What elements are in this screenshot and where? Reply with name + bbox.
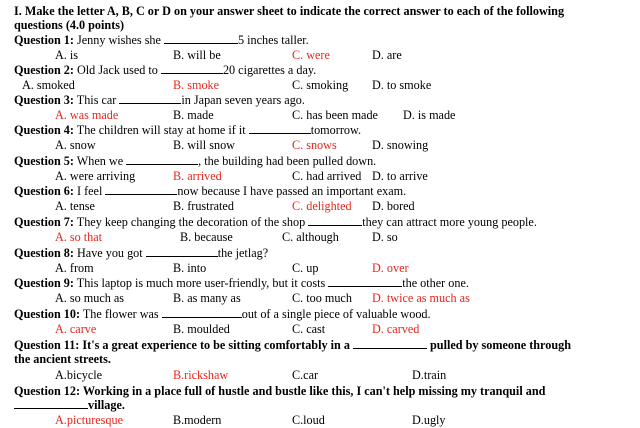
option-b: B. will snow: [173, 138, 235, 152]
question-text: , the building had been pulled down.: [198, 154, 377, 168]
answer-blank: [162, 307, 242, 318]
answer-blank: [353, 338, 427, 349]
question-label: Question 6:: [14, 184, 74, 198]
instruction-line-1: I. Make the letter A, B, C or D on your answer sheet to indicate the correct answer to each of the following: [14, 4, 565, 18]
option-d: D. is made: [403, 108, 456, 122]
question-text: 5 inches taller.: [237, 33, 309, 47]
option-a: A. carve: [55, 322, 97, 336]
option-d: D.ugly: [412, 413, 446, 427]
question-text: The children will stay at home if it: [76, 123, 246, 137]
question-text: Old Jack used to: [76, 63, 158, 77]
question-label: Question 12:: [14, 384, 81, 398]
question-text: now because I have passed an important exam.: [177, 184, 407, 198]
question-text: out of a single piece of valuable wood.: [241, 307, 431, 321]
question-11: [14, 338, 571, 352]
question-label: Question 10:: [14, 307, 81, 321]
answer-blank: [249, 123, 311, 134]
question-text: When we: [76, 154, 124, 168]
question-text: They keep changing the decoration of the shop: [76, 215, 306, 229]
question-text: This car: [76, 93, 117, 107]
question-text: It's a great experience to be sitting comfortably in a: [82, 338, 350, 352]
option-c: C. delighted: [292, 199, 352, 213]
question-label: Question 9:: [14, 276, 74, 290]
option-b: B. because: [180, 230, 233, 244]
option-d: D. to smoke: [372, 78, 432, 92]
option-a: A.bicycle: [55, 368, 103, 382]
question-label: Question 3:: [14, 93, 74, 107]
option-d: D. over: [372, 261, 409, 275]
question-2: [14, 63, 316, 77]
question-label: Question 7:: [14, 215, 74, 229]
option-a: A.picturesque: [55, 413, 124, 427]
option-a: A. from: [55, 261, 94, 275]
question-12: [14, 384, 545, 398]
option-b: B.rickshaw: [173, 368, 229, 382]
question-label: Question 4:: [14, 123, 74, 137]
option-b: B. frustrated: [173, 199, 234, 213]
question-text: they can attract more young people.: [362, 215, 537, 229]
question-label: Question 11:: [14, 338, 80, 352]
option-b: B. made: [173, 108, 214, 122]
question-text: The flower was: [82, 307, 159, 321]
option-a: A. smoked: [22, 78, 75, 92]
option-b: B. into: [173, 261, 207, 275]
option-d: D. to arrive: [372, 169, 428, 183]
option-b: B. arrived: [173, 169, 222, 183]
question-text: 20 cigarettes a day.: [222, 63, 317, 77]
option-b: B. will be: [173, 48, 221, 62]
question-label: Question 8:: [14, 246, 74, 260]
question-text: in Japan seven years ago.: [181, 93, 305, 107]
question-11-continuation: the ancient streets.: [14, 352, 111, 366]
option-a: A. tense: [55, 199, 95, 213]
option-d: D. twice as much as: [372, 291, 470, 305]
question-text: Working in a place full of hustle and bustle like this, I can't help missing my tranquil and: [82, 384, 546, 398]
option-b: B.modern: [173, 413, 222, 427]
answer-blank: [161, 63, 223, 74]
option-d: D.train: [412, 368, 447, 382]
option-c: C. up: [292, 261, 319, 275]
option-c: C. snows: [292, 138, 337, 152]
question-label: Question 1:: [14, 33, 74, 47]
option-d: D. so: [372, 230, 398, 244]
question-text: the jetlag?: [217, 246, 269, 260]
option-c: C. were: [292, 48, 330, 62]
option-c: C. too much: [292, 291, 352, 305]
option-c: C. cast: [292, 322, 326, 336]
answer-blank: [308, 215, 362, 226]
option-d: D. carved: [372, 322, 420, 336]
option-d: D. bored: [372, 199, 415, 213]
answer-blank: [126, 154, 198, 165]
option-a: A. was made: [55, 108, 119, 122]
question-6: [14, 184, 406, 198]
question-text: the other one.: [402, 276, 469, 290]
option-b: B. moulded: [173, 322, 230, 336]
option-b: B. smoke: [173, 78, 220, 92]
option-c: C. smoking: [292, 78, 349, 92]
question-label: Question 5:: [14, 154, 74, 168]
option-c: C. although: [282, 230, 339, 244]
question-9: [14, 276, 469, 290]
question-7: [14, 215, 537, 229]
answer-blank: [146, 246, 218, 257]
question-label: Question 2:: [14, 63, 74, 77]
question-1: [14, 33, 309, 47]
option-a: A. snow: [55, 138, 96, 152]
answer-blank: [14, 398, 88, 409]
question-12-continuation: [14, 398, 125, 412]
answer-blank: [105, 184, 177, 195]
question-text: pulled by someone through: [430, 338, 571, 352]
option-a: A. were arriving: [55, 169, 136, 183]
question-text: This laptop is much more user-friendly, but it costs: [76, 276, 326, 290]
answer-blank: [328, 276, 402, 287]
option-d: D. snowing: [372, 138, 429, 152]
option-a: A. so much as: [55, 291, 125, 305]
question-10: [14, 307, 431, 321]
option-c: C. has been made: [292, 108, 378, 122]
option-c: C. had arrived: [292, 169, 362, 183]
question-3: [14, 93, 305, 107]
option-b: B. as many as: [173, 291, 241, 305]
question-text: village.: [88, 398, 125, 412]
option-a: A. so that: [55, 230, 103, 244]
question-8: [14, 246, 268, 260]
question-text: tomorrow.: [310, 123, 362, 137]
option-a: A. is: [55, 48, 79, 62]
option-c: C.car: [292, 368, 319, 382]
answer-blank: [164, 33, 238, 44]
question-text: Jenny wishes she: [76, 33, 161, 47]
option-d: D. are: [372, 48, 402, 62]
question-text: I feel: [76, 184, 103, 198]
question-4: [14, 123, 361, 137]
answer-blank: [119, 93, 181, 104]
question-text: Have you got: [76, 246, 143, 260]
instruction-line-2: questions (4.0 points): [14, 18, 125, 32]
question-5: [14, 154, 376, 168]
option-c: C.loud: [292, 413, 325, 427]
